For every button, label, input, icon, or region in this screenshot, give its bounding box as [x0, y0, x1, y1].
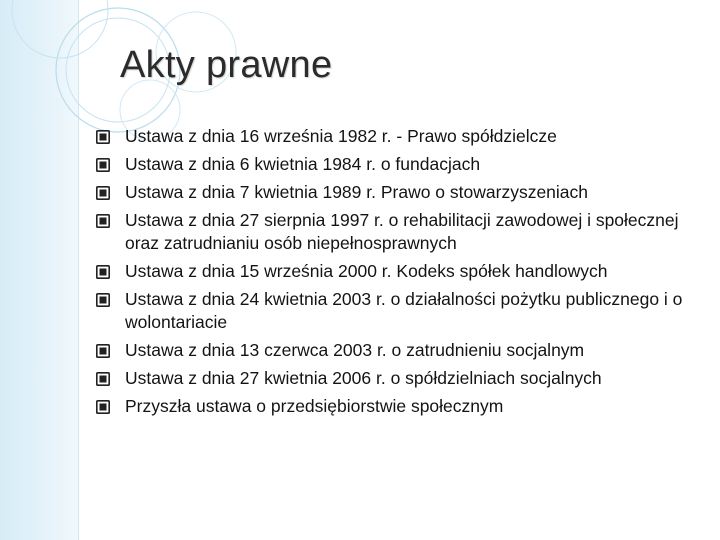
bullet-text: Ustawa z dnia 27 sierpnia 1997 r. o rehabilitacji zawodowej i społecznej oraz zatrudnianiu osób niepełnosprawnych	[125, 210, 679, 253]
bullet-item	[96, 125, 706, 148]
q-checkbox-bullet-icon	[96, 214, 110, 228]
bullet-list	[96, 125, 706, 423]
slide-title: Akty prawne	[120, 44, 333, 86]
bullet-item	[96, 395, 706, 418]
bullet-item	[96, 339, 706, 362]
bullet-text: Ustawa z dnia 27 kwietnia 2006 r. o spółdzielniach socjalnych	[125, 368, 602, 388]
bullet-text: Ustawa z dnia 16 września 1982 r. - Prawo spółdzielcze	[125, 126, 557, 146]
q-checkbox-bullet-icon	[96, 372, 110, 386]
q-checkbox-bullet-icon	[96, 130, 110, 144]
q-checkbox-bullet-icon	[96, 186, 110, 200]
bullet-item	[96, 367, 706, 390]
q-checkbox-bullet-icon	[96, 400, 110, 414]
bullet-text: Przyszła ustawa o przedsiębiorstwie społecznym	[125, 396, 504, 416]
bullet-item	[96, 181, 706, 204]
bullet-text: Ustawa z dnia 24 kwietnia 2003 r. o działalności pożytku publicznego i o wolontariacie	[125, 289, 683, 332]
bullet-text: Ustawa z dnia 6 kwietnia 1984 r. o fundacjach	[125, 154, 481, 174]
bullet-text: Ustawa z dnia 7 kwietnia 1989 r. Prawo o stowarzyszeniach	[125, 182, 589, 202]
bullet-item	[96, 153, 706, 176]
q-checkbox-bullet-icon	[96, 265, 110, 279]
q-checkbox-bullet-icon	[96, 293, 110, 307]
bullet-item	[96, 260, 706, 283]
bullet-text: Ustawa z dnia 15 września 2000 r. Kodeks spółek handlowych	[125, 261, 608, 281]
bullet-text: Ustawa z dnia 13 czerwca 2003 r. o zatrudnieniu socjalnym	[125, 340, 585, 360]
q-checkbox-bullet-icon	[96, 158, 110, 172]
q-checkbox-bullet-icon	[96, 344, 110, 358]
bullet-item	[96, 209, 706, 255]
bullet-item	[96, 288, 706, 334]
